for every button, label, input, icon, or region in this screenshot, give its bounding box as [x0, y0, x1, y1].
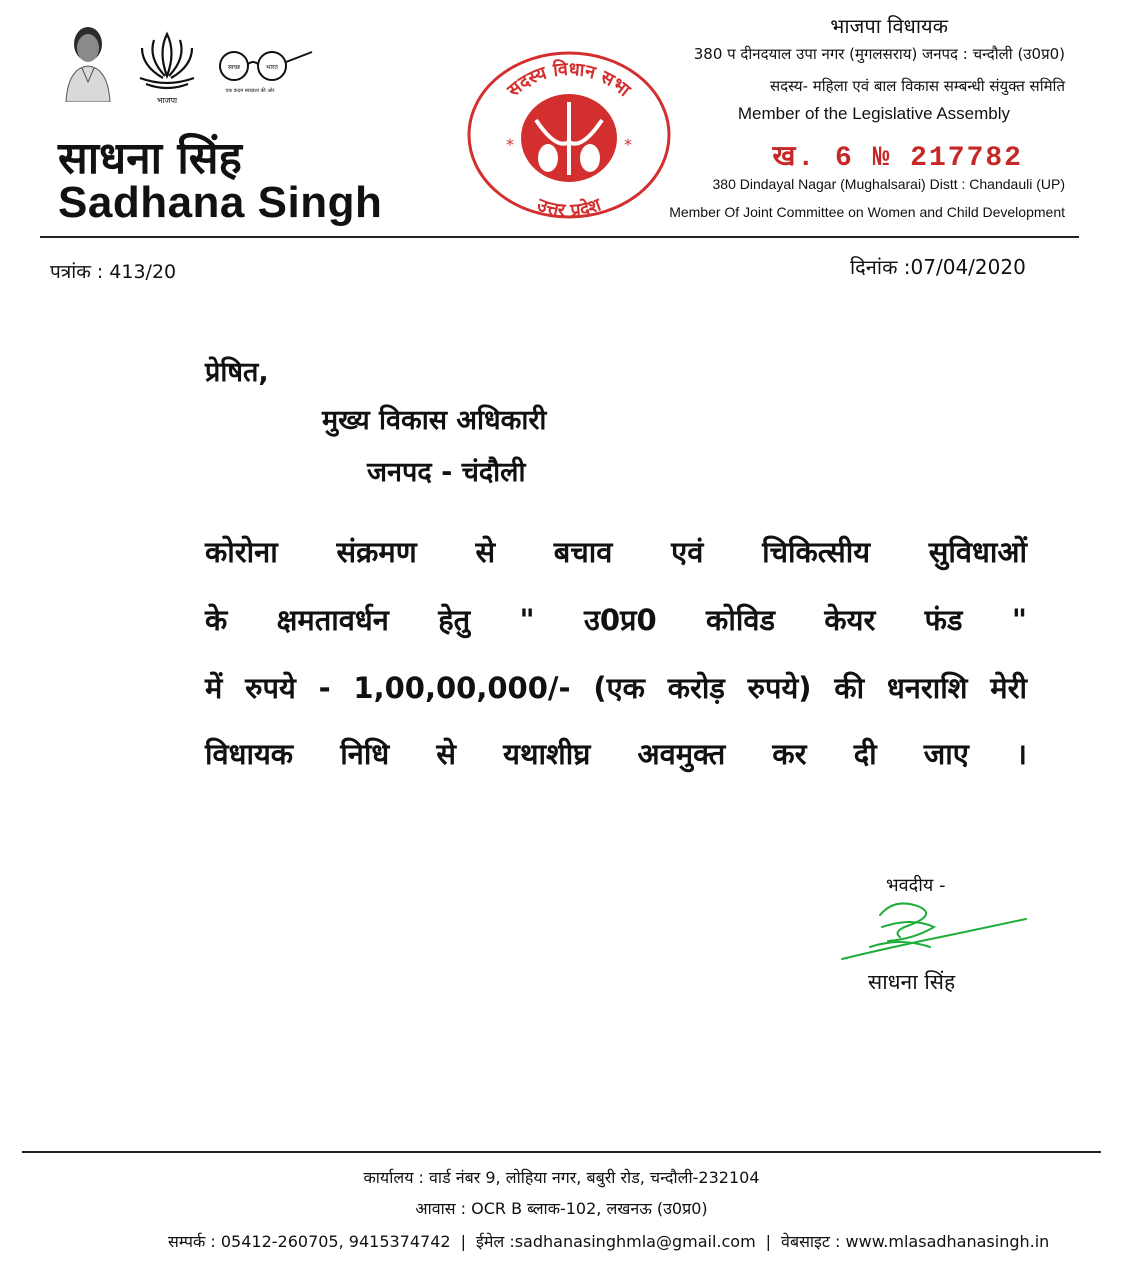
recipient-title: मुख्य विकास अधिकारी — [322, 405, 547, 436]
letterhead-name-hindi: साधना सिंह — [58, 133, 242, 184]
member-title-english: Member of the Legislative Assembly — [737, 104, 1010, 123]
svg-text:*: * — [624, 135, 632, 154]
bjp-lotus-logo — [132, 26, 202, 106]
swachh-tagline: एक कदम स्वच्छता की ओर — [225, 88, 275, 94]
svg-text:भाजपा: भाजपा — [156, 96, 178, 105]
body-line: के क्षमतावर्धन हेतु " उ0प्र0 कोविड केयर फंड " — [205, 603, 1027, 637]
header-divider — [40, 236, 1079, 238]
letter-date: दिनांक :07/04/2020 — [850, 255, 1026, 279]
valediction: भवदीय - — [886, 875, 946, 896]
residence-address: आवास : OCR B ब्लाक-102, लखनऊ (उ0प्र0) — [415, 1199, 708, 1218]
handwritten-signature — [840, 897, 1030, 967]
reference-number: पत्रांक : 413/20 — [50, 261, 177, 283]
letterhead-name-english: Sadhana Singh — [58, 178, 383, 227]
seal-bottom-text: उत्तर प्रदेश — [534, 194, 604, 220]
address-hindi: 380 प दीनदयाल उपा नगर (मुगलसराय) जनपद : चन्दौली (उ0प्र0) — [693, 45, 1065, 63]
body-line: विधायक निधि से यथाशीघ्र अवमुक्त कर दी जाए । — [205, 737, 1027, 771]
address-english: 380 Dindayal Nagar (Mughalsarai) Distt : Chandauli (UP) — [712, 176, 1065, 192]
footer-divider — [22, 1151, 1101, 1153]
contact-website[interactable]: वेबसाइट : www.mlasadhanasingh.in — [781, 1232, 1050, 1251]
office-address: कार्यालय : वार्ड नंबर 9, लोहिया नगर, बबुरी रोड, चन्दौली-232104 — [363, 1168, 760, 1187]
portrait-photo — [62, 22, 114, 102]
swachh-text-1: स्वच्छ — [227, 64, 241, 71]
body-line: में रुपये - 1,00,00,000/- (एक करोड़ रुपये) की धनराशि मेरी — [205, 671, 1027, 705]
contact-row — [168, 1230, 1049, 1252]
swachh-bharat-logo — [210, 40, 320, 100]
serial-number: ख. 6 № 217782 — [772, 143, 1023, 174]
seal-top-text: सदस्य विधान सभा — [503, 58, 635, 102]
recipient-district: जनपद - चंदौली — [367, 457, 526, 488]
vidhan-sabha-seal — [466, 50, 672, 220]
contact-phone: सम्पर्क : 05412-260705, 9415374742 — [168, 1232, 451, 1251]
svg-text:*: * — [506, 135, 514, 154]
to-label: प्रेषित, — [205, 357, 269, 388]
separator: | — [765, 1232, 772, 1251]
svg-text:उत्तर प्रदेश — [533, 194, 604, 220]
party-title: भाजपा विधायक — [830, 14, 948, 38]
body-line: कोरोना संक्रमण से बचाव एवं चिकित्सीय सुविधाओं — [205, 535, 1027, 569]
swachh-text-2: भारत — [266, 64, 278, 71]
contact-email[interactable]: ईमेल :sadhanasinghmla@gmail.com — [475, 1232, 756, 1251]
committee-hindi: सदस्य- महिला एवं बाल विकास सम्बन्धी संयुक्त समिति — [769, 77, 1065, 95]
signer-name: साधना सिंह — [868, 970, 956, 994]
separator: | — [460, 1232, 466, 1251]
committee-english: Member Of Joint Committee on Women and Child Development — [669, 204, 1065, 220]
